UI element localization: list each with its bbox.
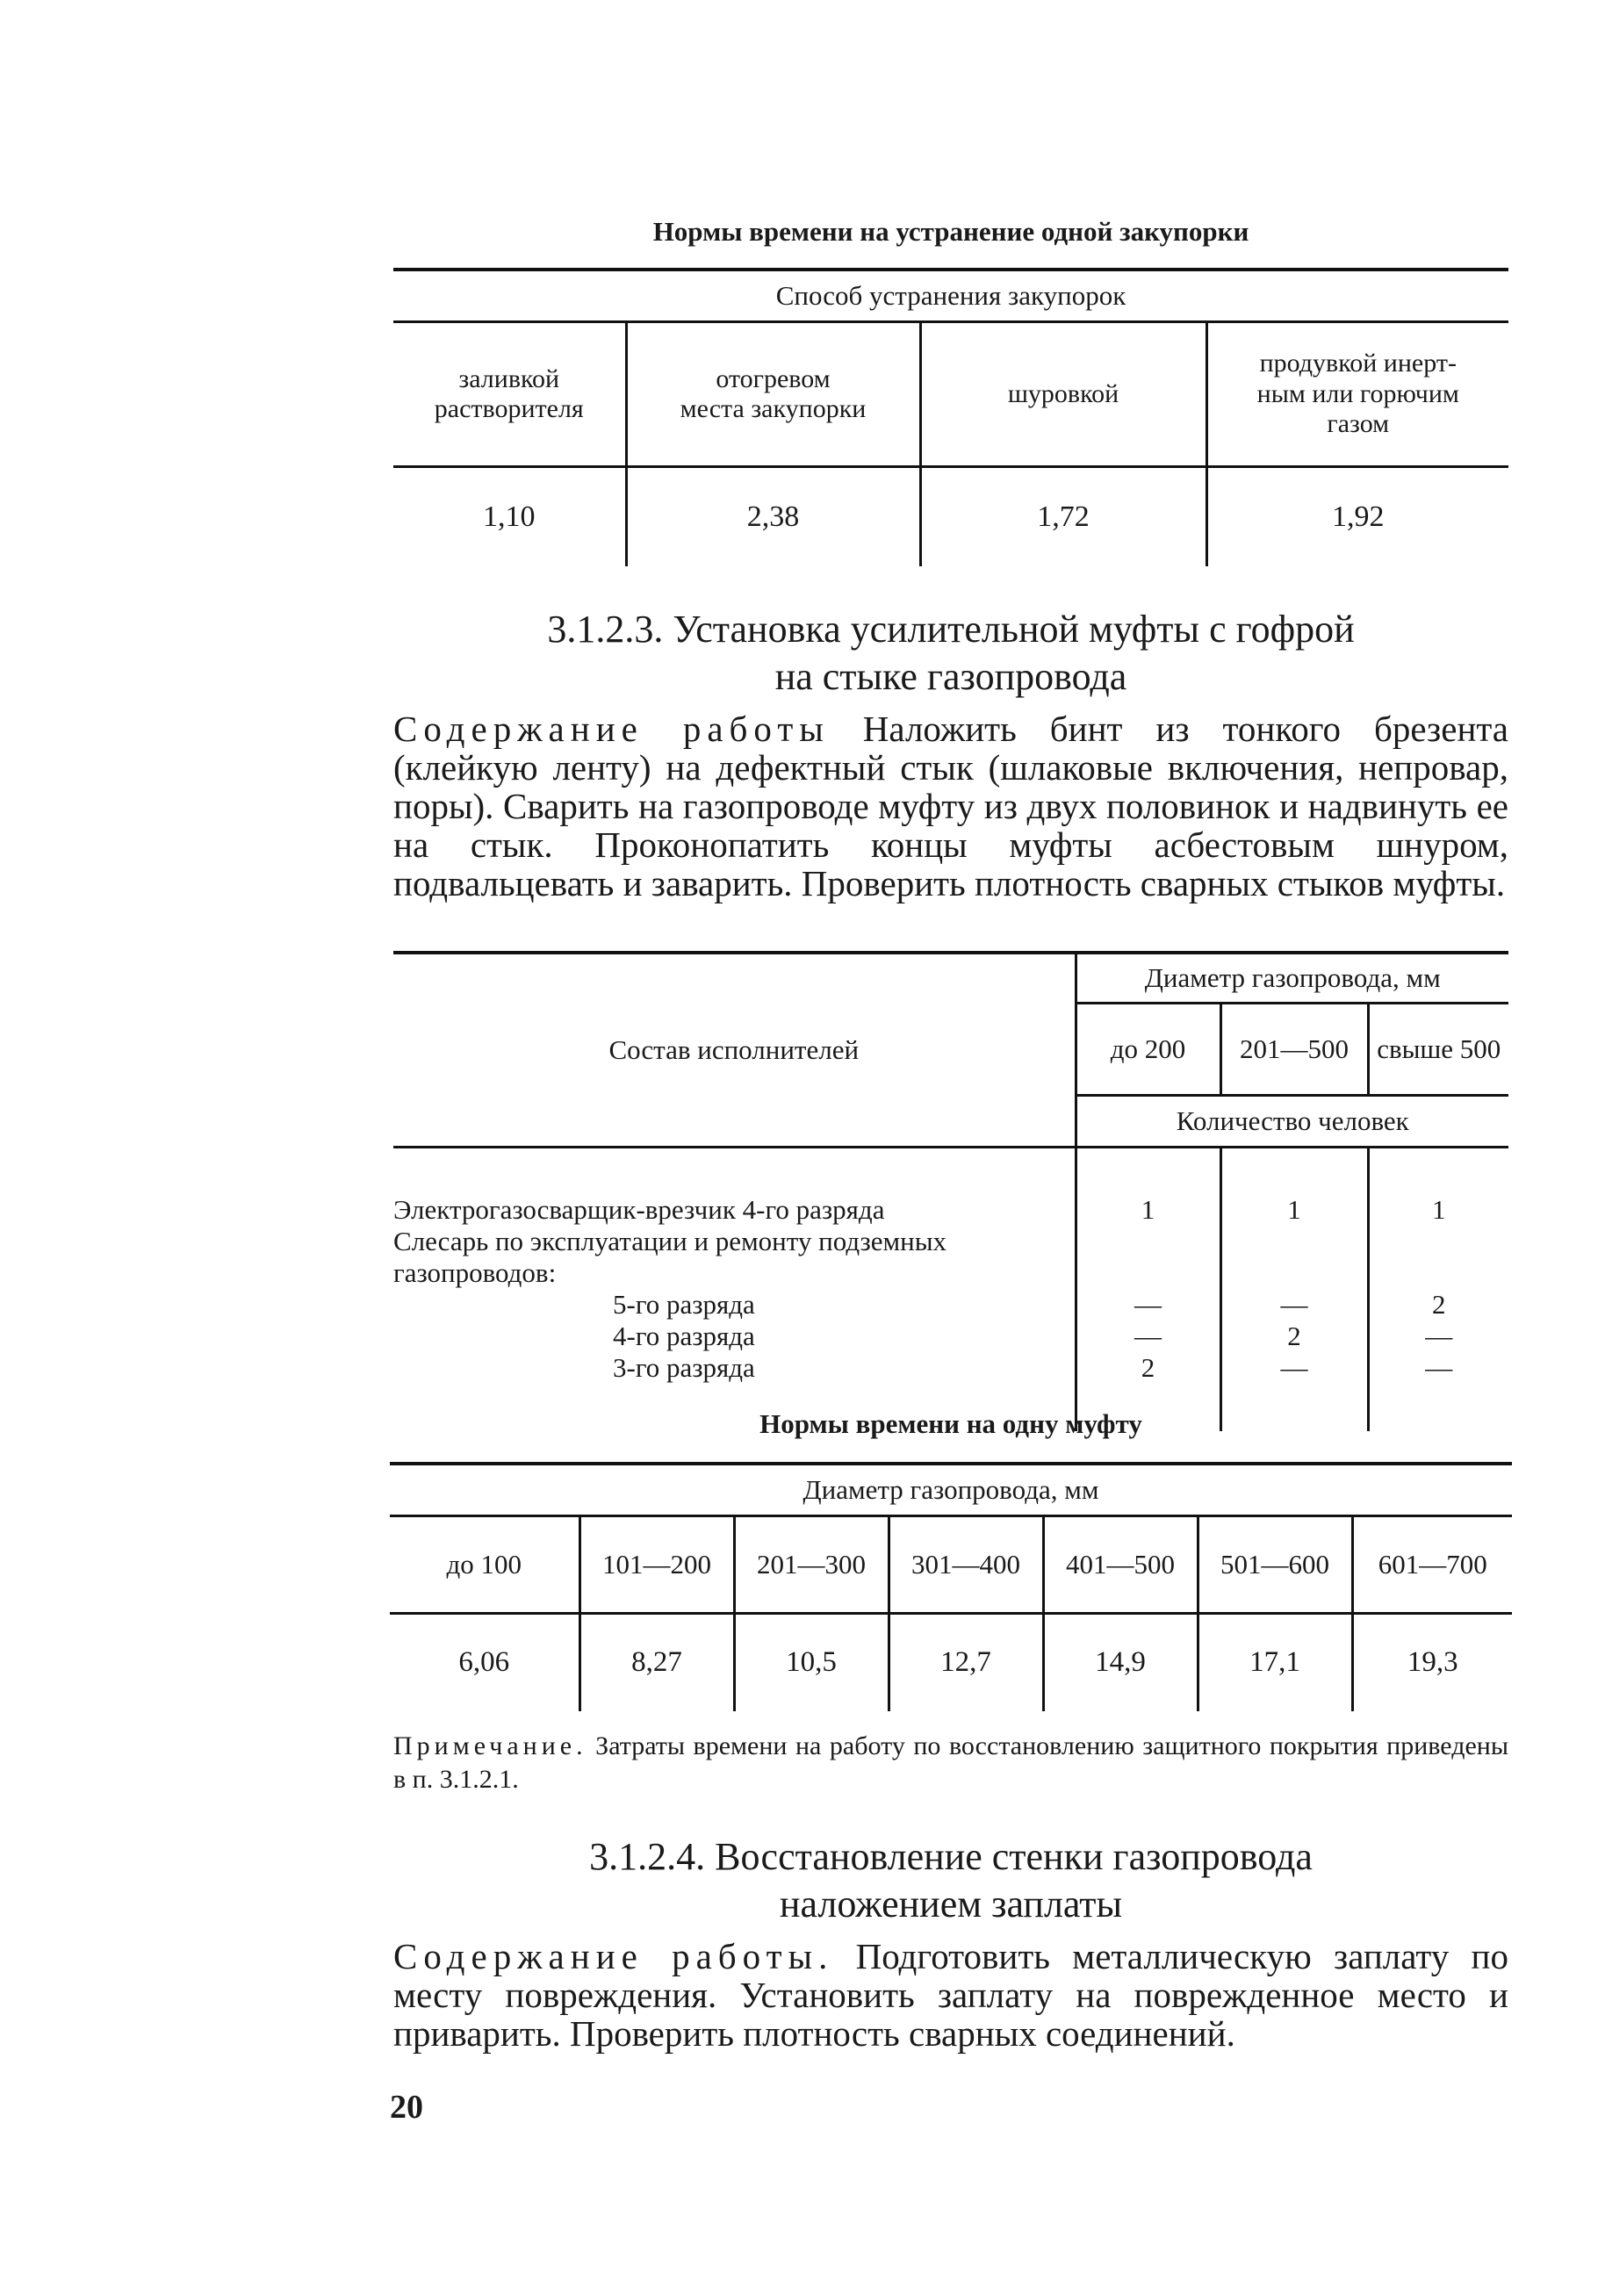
table1-group-header: Способ устранения закупорок <box>393 270 1508 322</box>
table3-col-2: 101—200 <box>579 1516 734 1614</box>
section-323-heading: 3.1.2.3. Установка усилительной муфты с гофрой на стыке газопровода <box>547 608 1355 698</box>
table1-col-1: заливкой растворителя <box>393 322 626 467</box>
table3-group-header: Диаметр газопровода, мм <box>390 1464 1512 1516</box>
table2-col-3: свыше 500 <box>1368 1004 1508 1096</box>
table3-value-7: 19,3 <box>1352 1614 1512 1712</box>
note-text: Затраты времени на работу по восстановлению защитного покрытия приведены в п. 3.1.2.1. <box>393 1731 1508 1794</box>
section-324-body <box>393 1937 1508 2053</box>
table3-col-7: 601—700 <box>1352 1516 1512 1614</box>
table2-values-col-3: 1 2 — — <box>1368 1148 1508 1432</box>
section-323-body <box>393 709 1508 903</box>
table2-diameter-header: Диаметр газопровода, мм <box>1076 953 1508 1004</box>
table1-title: Нормы времени на устранение одной закупорки <box>652 216 1249 247</box>
table2-values-col-1: 1 — — 2 <box>1076 1148 1220 1432</box>
table3-value-2: 8,27 <box>579 1614 734 1712</box>
table2-role-2: Слесарь по эксплуатации и ремонту подземных газопроводов: <box>393 1226 947 1288</box>
table3-value-6: 17,1 <box>1198 1614 1352 1712</box>
table3-value-1: 6,06 <box>458 1646 510 1679</box>
table1 <box>393 268 1508 566</box>
table1-col-4: продувкой инерт- ным или горючим газом <box>1206 322 1508 467</box>
table3 <box>390 1462 1512 1711</box>
table2-role-3: 5-го разряда <box>613 1289 755 1320</box>
table2-roles <box>393 1148 1076 1432</box>
table2 <box>393 951 1508 1431</box>
table2-composition-header: Состав исполнителей <box>393 953 1076 1148</box>
table3-col-6: 501—600 <box>1198 1516 1352 1614</box>
table3-col-4: 301—400 <box>889 1516 1043 1614</box>
section-324-text: Подготовить металлическую заплату по месту повреждения. Установить заплату на поврежденное место и приварить. Проверить плотность сварных соединений. <box>393 1936 1508 2054</box>
table2-role-1: Электрогазосварщик-врезчик 4-го разряда <box>393 1194 885 1225</box>
section-323-text: Наложить бинт из тонкого брезента (клейкую ленту) на дефектный стык (шлаковые включения, непровар, поры). Сварить на газопроводе муфту из двух половинок и надвинуть ее на стык. Проконопатить концы муфты асбестовым шнуром, подвальцевать и заварить. Проверить плотность сварных стыков муфты. <box>393 709 1509 903</box>
table1-value-1: 1,10 <box>483 500 536 534</box>
table3-col-1: до 100 <box>390 1516 579 1614</box>
table3-value-4: 12,7 <box>889 1614 1043 1712</box>
section-324-heading: 3.1.2.4. Восстановление стенки газопровода наложением заплаты <box>589 1835 1313 1925</box>
table1-col-3: шуровкой <box>920 322 1206 467</box>
table3-value-5: 14,9 <box>1043 1614 1198 1712</box>
table3-value-3: 10,5 <box>734 1614 889 1712</box>
section-324-lead: Содержание работы. <box>393 1936 834 1976</box>
table2-values-col-2: 1 — 2 — <box>1220 1148 1368 1432</box>
table2-role-4: 4-го разряда <box>613 1321 755 1351</box>
table1-value-4: 1,92 <box>1206 467 1508 567</box>
table1-value-3: 1,72 <box>920 467 1206 567</box>
table2-col-2: 201—500 <box>1220 1004 1368 1096</box>
table1-value-2: 2,38 <box>626 467 920 567</box>
section-323-lead: Содержание работы <box>393 709 830 749</box>
table3-col-3: 201—300 <box>734 1516 889 1614</box>
table2-role-5: 3-го разряда <box>613 1352 755 1383</box>
table1-col-2: отогревом места закупорки <box>626 322 920 467</box>
table3-col-5: 401—500 <box>1043 1516 1198 1614</box>
table2-col-1: до 200 <box>1076 1004 1220 1096</box>
table2-count-header: Количество человек <box>1076 1096 1508 1148</box>
table3-note <box>393 1730 1508 1796</box>
page-number: 20 <box>390 2089 423 2126</box>
table3-title: Нормы времени на одну муфту <box>759 1408 1142 1439</box>
note-lead: Примечание. <box>393 1731 587 1760</box>
